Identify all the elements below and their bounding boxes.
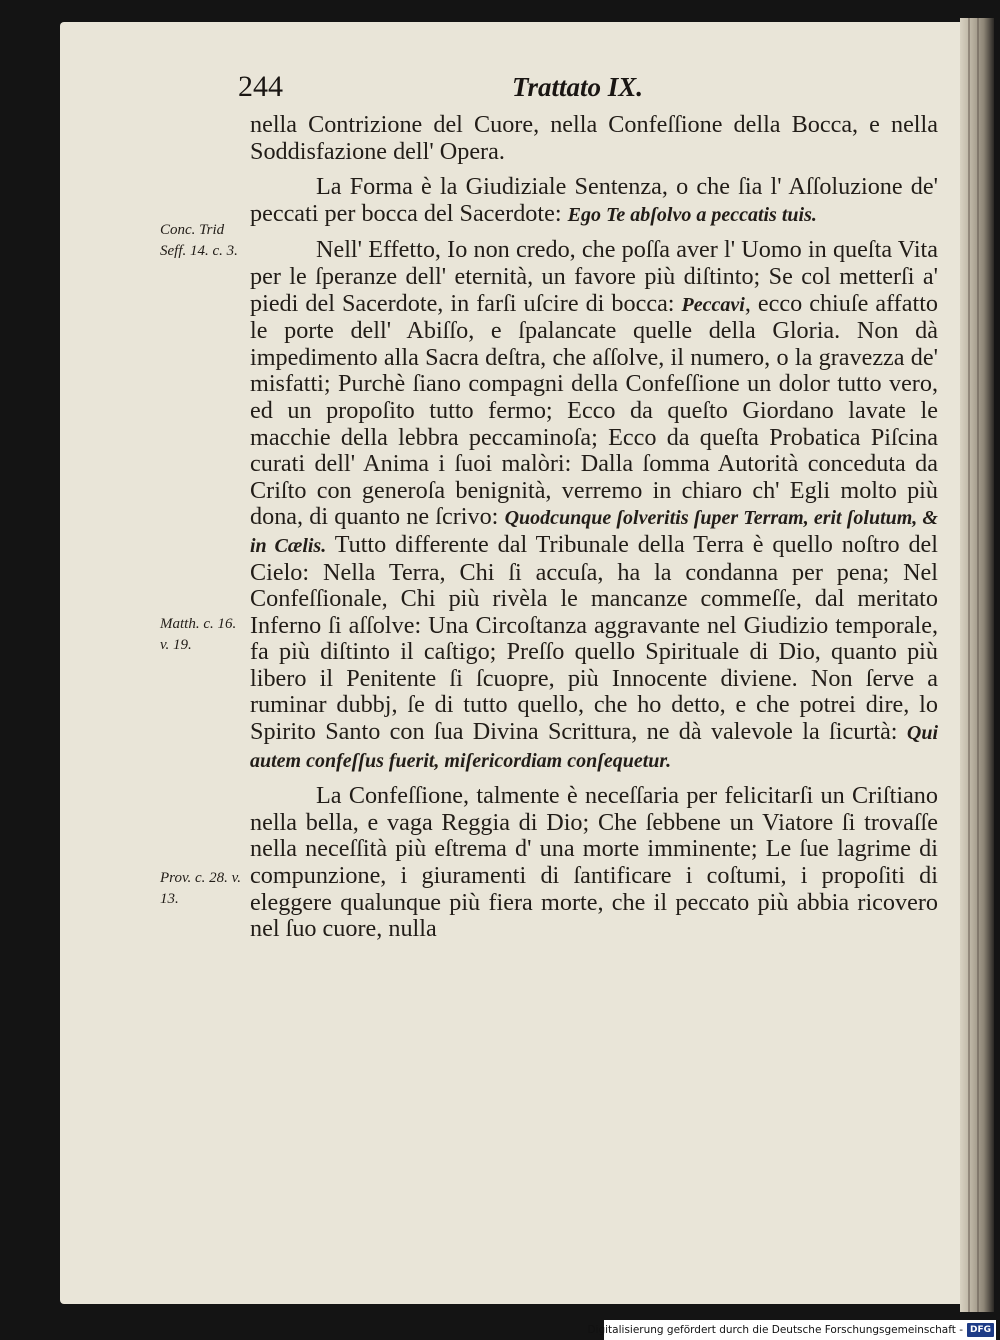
latin-quotation: Peccavi (681, 293, 745, 316)
text-run: , ecco chiuſe affatto le porte dell' Abiſſo, e ſpalancate quelle della Gloria. Non dà impedimento alla Sacra deſtra, che aſſolve, il numero, o la gravezza de' misfatti; Purchè ſiano compagni della Confeſſione un dolor tutto vero, ed un propoſito tutto fermo; Ecco da queſto Giordano lavate le macchie della lebbra peccaminoſa; Ecco da queſta Probatica Piſcina curati dell' Anima i ſuoi malòri: Dalla ſomma Autorità conceduta da Criſto con generoſa benignità, verremo in chiaro ch' Egli molto più dona, di quanto ne ſcrivo: (250, 289, 939, 531)
latin-quotation: Ego Te abſolvo a peccatis tuis. (567, 203, 817, 226)
latin-quotation: Qui autem confeſſus fuerit, miſericordiam conſequetur. (250, 722, 938, 772)
latin-quotation: Quodcunque ſolveritis ſuper Terram, erit ſolutum, & in Cælis. (250, 507, 938, 557)
text-run: La Confeſſione, talmente è neceſſaria per felicitarſi un Criſtiano nella bella, e vaga Reggia di Dio; Che ſebbene un Viatore ſi trovaſſe nella neceſſità più eſtrema d' una morte imminente; Le ſue lagrime di compunzione, i giuramenti di ſantificare i coſtumi, i propoſiti di eleggere qualunque più fiera morte, che il peccato più abbia ricovero nel ſuo cuore, nulla (250, 782, 938, 943)
text-run: La Forma è la Giudiziale Sentenza, o che ſia l' Aſſoluzione de' peccati per bocca del Sacerdote: (250, 173, 938, 227)
text-run: Tutto differente dal Tribunale della Terra è quello noſtro del Cielo: Nella Terra, Chi ſi accuſa, ha la condanna per pena; Nel Confeſſionale, Chi più rivèla le mancanze commeſſe, dal meritato Inferno ſi aſſolve: Una Circoſtanza aggravante nel Giudizio temporale, fa più diſtinto il caſtigo; Preſſo quello Spirituale di Dio, quanto più libero il Penitente ſi ſcuopre, più Innocente diviene. Non ſerve a ruminar dubbj, ſe di tutto quello, che ho detto, e che potrei dire, lo Spirito Santo con ſua Divina Scrittura, ne dà valevole la ſicurtà: (250, 530, 938, 746)
text-run: Nell' Effetto, Io non credo, che poſſa aver l' Uomo in queſta Vita per le ſperanze dell' eternità, un favore più diſtinto; Se col metterſi a' piedi del Sacerdote, in farſi uſcire di bocca: (250, 236, 938, 317)
paragraph (250, 237, 938, 774)
footer-credit-text: Digitalisierung gefördert durch die Deutsche Forschungsgemeinschaft - (587, 1324, 963, 1336)
body-text (250, 112, 938, 943)
margin-note-matthew: Matth. c. 16. v. 19. (160, 616, 237, 653)
book-spine (960, 18, 994, 1312)
running-head (238, 70, 938, 110)
paragraph (250, 174, 938, 228)
paragraph (250, 783, 938, 943)
digitization-credit (587, 1320, 996, 1340)
margin-note-concilio-tridentino: Conc. Trid Seff. 14. c. 3. (160, 222, 238, 259)
margin-note-proverbs: Prov. c. 28. v. 13. (160, 870, 241, 907)
dfg-logo: DFG (967, 1323, 994, 1337)
text-run: nella Contrizione del Cuore, nella Confeſſione della Bocca, e nella Soddisfazione dell' Opera. (250, 111, 938, 165)
paragraph (250, 112, 938, 165)
running-title: Trattato IX. (512, 72, 644, 102)
page-number: 244 (238, 70, 283, 103)
